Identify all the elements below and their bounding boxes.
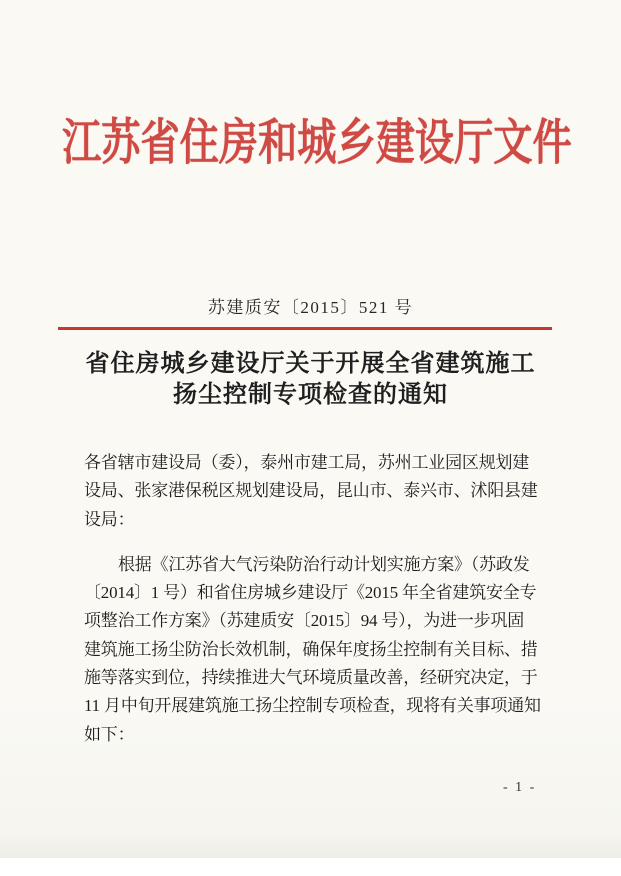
document-body [84,449,544,749]
body-line: 建筑施工扬尘防治长效机制，确保年度扬尘控制有关目标、措 [84,639,538,659]
body-line: 施等落实到位，持续推进大气环境质量改善，经研究决定，于 [84,668,538,688]
body-line: 项整治工作方案》（苏建质安〔2015〕94 号），为进一步巩固 [84,611,525,631]
document-title-line2: 扬尘控制专项检查的通知 [173,382,448,408]
document-title-line1: 省住房城乡建设厅关于开展全省建筑施工 [85,351,536,377]
document-number: 苏建质安〔2015〕521 号 [207,298,414,317]
document-title [0,349,621,411]
body-line: 根据《江苏省大气污染防治行动计划实施方案》（苏政发 [118,554,530,574]
body-line: 〔2014〕1 号）和省住房城乡建设厅《2015 年全省建筑安全专 [84,583,537,603]
red-divider-line [58,327,552,330]
salutation-line: 设局： [84,509,135,529]
salutation [84,449,544,534]
agency-header-title: 江苏省住房和城乡建设厅文件 [62,115,572,170]
page-number: - 1 - [503,780,537,795]
salutation-line: 设局、张家港保税区规划建设局，昆山市、泰兴市、沭阳县建 [84,481,538,501]
body-line: 如下： [84,724,135,744]
body-line: 11 月中旬开展建筑施工扬尘控制专项检查，现将有关事项通知 [84,696,541,716]
salutation-line: 各省辖市建设局（委），泰州市建工局，苏州工业园区规划建 [84,453,530,472]
body-paragraph [84,551,544,749]
